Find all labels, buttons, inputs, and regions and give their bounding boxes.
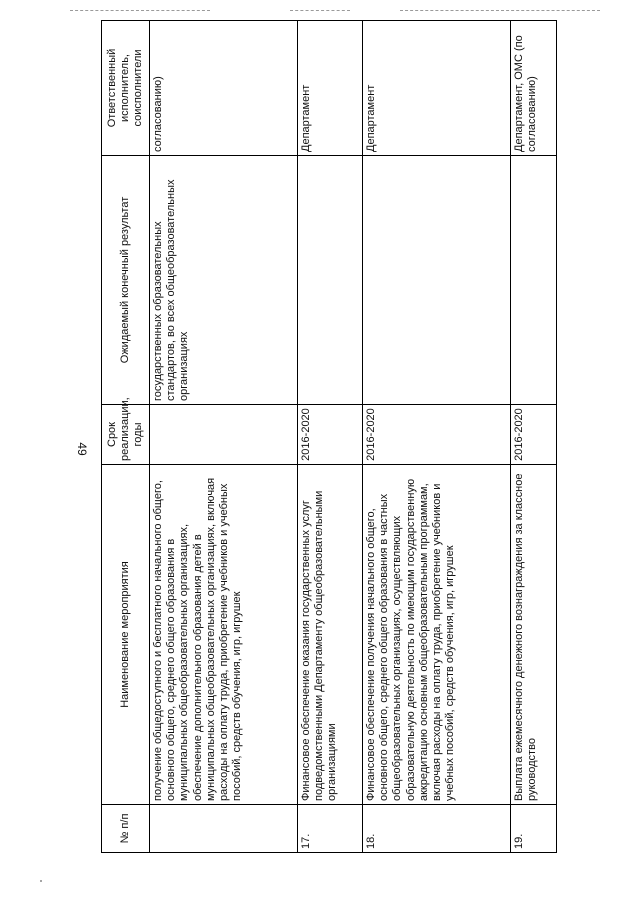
cell-period — [150, 405, 298, 465]
header-no: № п/п — [102, 805, 150, 853]
cell-name: Финансовое обеспечение получения начального общего, основного общего, среднего общего образования в частных общеобразовательных организациях, осуществляющих образовательную деятельность по имеющим государственную аккредитацию основным общеобразовательным программам, включая расходы на оплату труда, приобретение учебников и учебных пособий, средств обучения, игр, игрушек — [363, 465, 511, 805]
cell-no: 18. — [363, 805, 511, 853]
table-row — [363, 21, 511, 853]
cell-result: государственных образовательных стандартов, во всех общеобразовательных организациях — [150, 156, 298, 405]
header-period: Срок реализации, годы — [102, 405, 150, 465]
cell-responsible: Департамент, ОМС (по согласованию) — [511, 21, 557, 156]
scan-speck — [40, 880, 42, 882]
cell-responsible: Департамент — [298, 21, 363, 156]
cell-period: 2016-2020 — [511, 405, 557, 465]
measures-table — [101, 20, 557, 853]
cell-no — [150, 805, 298, 853]
header-result: Ожидаемый конечный результат — [102, 156, 150, 405]
header-name: Наименование мероприятия — [102, 465, 150, 805]
cell-name: Финансовое обеспечение оказания государственных услуг подведомственными Департаменту общеобразовательными организациями — [298, 465, 363, 805]
cell-period: 2016-2020 — [363, 405, 511, 465]
scan-edge-dash — [70, 10, 210, 11]
header-responsible: Ответственный исполнитель, соисполнители — [102, 21, 150, 156]
page-number: 49 — [75, 442, 89, 456]
scan-edge-dash — [290, 10, 350, 11]
table-row — [298, 21, 363, 853]
table-row — [511, 21, 557, 853]
cell-result — [511, 156, 557, 405]
cell-no: 17. — [298, 805, 363, 853]
cell-result — [298, 156, 363, 405]
cell-result — [363, 156, 511, 405]
table-header-row — [102, 21, 150, 853]
table-row — [150, 21, 298, 853]
cell-responsible: согласованию) — [150, 21, 298, 156]
cell-no: 19. — [511, 805, 557, 853]
cell-period: 2016-2020 — [298, 405, 363, 465]
scan-edge-dash — [400, 10, 600, 11]
cell-name: получение общедоступного и бесплатного начального общего, основного общего, среднего общего образования в муниципальных общеобразовательных организациях, обеспечение дополнительного образования детей в муниципальных общеобразовательных организациях, включая расходы на оплату труда, приобретение учебников и учебных пособий, средств обучения, игр, игрушек — [150, 465, 298, 805]
cell-name: Выплата ежемесячного денежного вознаграждения за классное руководство — [511, 465, 557, 805]
rotated-table-container — [101, 21, 602, 853]
cell-responsible: Департамент — [363, 21, 511, 156]
